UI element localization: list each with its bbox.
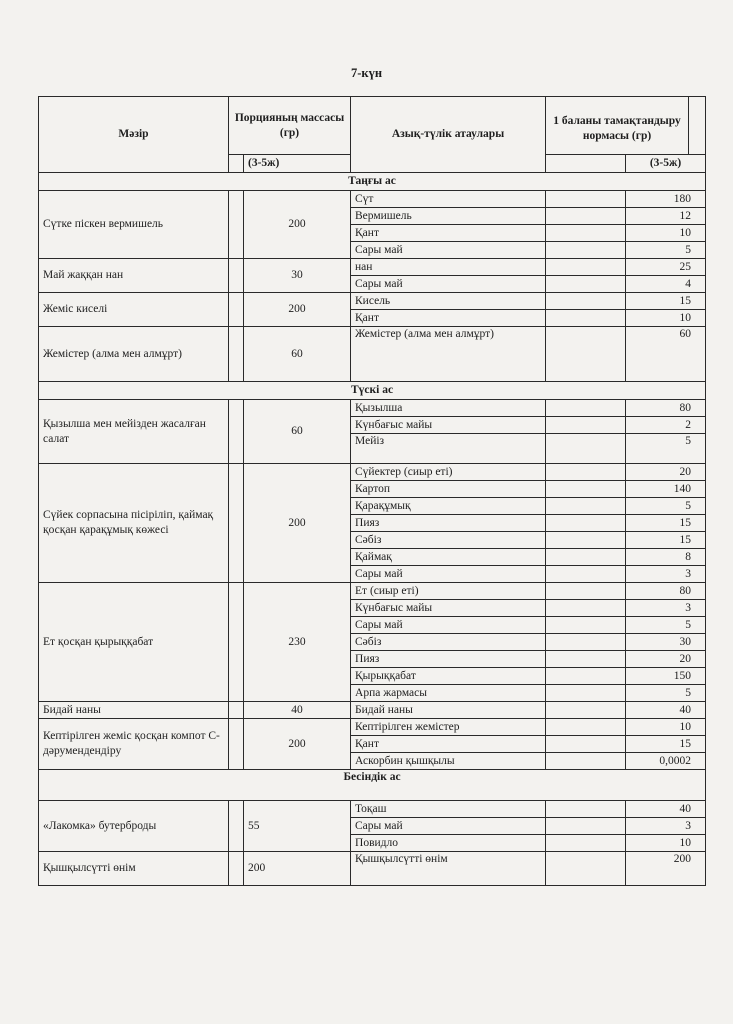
ingredient-name: Картоп — [351, 481, 546, 498]
ingredient-name: Қант — [351, 310, 546, 327]
spacer-cell — [229, 464, 244, 583]
ingredient-name: Сары май — [351, 818, 546, 835]
norm-value: 10 — [626, 835, 706, 852]
dish-name: Жемістер (алма мен алмұрт) — [39, 327, 229, 382]
norm-value: 150 — [626, 668, 706, 685]
ingredient-name: Қант — [351, 736, 546, 753]
empty-cell — [546, 327, 626, 382]
header-portion: Порцияның массасы (гр) — [229, 97, 351, 155]
empty-cell — [546, 634, 626, 651]
empty-cell — [546, 434, 626, 464]
portion-mass: 60 — [244, 327, 351, 382]
ingredient-name: Ет (сиыр еті) — [351, 583, 546, 600]
ingredient-row — [39, 583, 706, 600]
empty-cell — [546, 801, 626, 818]
ingredient-name: Кисель — [351, 293, 546, 310]
norm-value: 25 — [626, 259, 706, 276]
ingredient-name: Қарақұмық — [351, 498, 546, 515]
ingredient-row — [39, 400, 706, 417]
header-menu: Мәзір — [39, 97, 229, 173]
portion-mass: 200 — [244, 852, 351, 886]
empty-cell — [546, 852, 626, 886]
ingredient-name: Қаймақ — [351, 549, 546, 566]
norm-value: 0,0002 — [626, 753, 706, 770]
ingredient-row — [39, 702, 706, 719]
spacer-cell — [229, 702, 244, 719]
norm-value: 5 — [626, 617, 706, 634]
empty-cell — [546, 532, 626, 549]
spacer-cell — [229, 293, 244, 327]
empty-cell — [546, 566, 626, 583]
empty-cell — [546, 276, 626, 293]
empty-cell — [546, 225, 626, 242]
section-header — [39, 770, 706, 801]
empty-cell — [546, 293, 626, 310]
norm-value: 5 — [626, 498, 706, 515]
norm-value: 20 — [626, 464, 706, 481]
empty-cell — [546, 498, 626, 515]
ingredient-name: Тоқаш — [351, 801, 546, 818]
ingredient-name: нан — [351, 259, 546, 276]
dish-name: Жеміс киселі — [39, 293, 229, 327]
empty-cell — [546, 191, 626, 208]
empty-cell — [546, 549, 626, 566]
dish-name: Бидай наны — [39, 702, 229, 719]
norm-value: 60 — [626, 327, 706, 382]
ingredient-name: Сәбіз — [351, 634, 546, 651]
header-food-names: Азық-түлік атаулары — [351, 97, 546, 173]
empty-cell — [546, 242, 626, 259]
empty-cell — [546, 208, 626, 225]
norm-value: 180 — [626, 191, 706, 208]
norm-value: 80 — [626, 400, 706, 417]
ingredient-row — [39, 852, 706, 886]
ingredient-name: Сары май — [351, 276, 546, 293]
header-age-portion: (3-5ж) — [244, 155, 351, 173]
empty-cell — [546, 417, 626, 434]
spacer-cell — [229, 400, 244, 464]
empty-cell — [546, 668, 626, 685]
ingredient-name: Күнбағыс майы — [351, 417, 546, 434]
ingredient-name: Қызылша — [351, 400, 546, 417]
portion-mass: 60 — [244, 400, 351, 464]
norm-value: 5 — [626, 685, 706, 702]
header-spacer-cell — [229, 155, 244, 173]
norm-value: 5 — [626, 242, 706, 259]
norm-value: 8 — [626, 549, 706, 566]
page-title: 7-күн — [350, 66, 383, 80]
portion-mass: 200 — [244, 719, 351, 770]
ingredient-name: Сары май — [351, 566, 546, 583]
ingredient-row — [39, 464, 706, 481]
header-age-norm: (3-5ж) — [626, 155, 706, 173]
ingredient-name: Пияз — [351, 651, 546, 668]
portion-mass: 30 — [244, 259, 351, 293]
empty-cell — [546, 259, 626, 276]
empty-cell — [546, 310, 626, 327]
norm-value: 2 — [626, 417, 706, 434]
dish-name: Ет қосқан қырыққабат — [39, 583, 229, 702]
portion-mass: 40 — [244, 702, 351, 719]
ingredient-name: Бидай наны — [351, 702, 546, 719]
portion-mass: 200 — [244, 464, 351, 583]
dish-name: Қышқылсүтті өнім — [39, 852, 229, 886]
dish-name: Сүйек сорпасына пісіріліп, қаймақ қосқан қарақұмық көжесі — [39, 464, 229, 583]
ingredient-name: Сәбіз — [351, 532, 546, 549]
empty-cell — [546, 515, 626, 532]
section-title: Түскі ас — [39, 382, 706, 400]
ingredient-name: Қышқылсүтті өнім — [351, 852, 546, 886]
ingredient-row — [39, 801, 706, 818]
portion-mass: 200 — [244, 293, 351, 327]
ingredient-name: Сүт — [351, 191, 546, 208]
norm-value: 20 — [626, 651, 706, 668]
ingredient-name: Жемістер (алма мен алмұрт) — [351, 327, 546, 382]
norm-value: 12 — [626, 208, 706, 225]
ingredient-name: Күнбағыс майы — [351, 600, 546, 617]
norm-value: 10 — [626, 719, 706, 736]
ingredient-name: Мейіз — [351, 434, 546, 464]
ingredient-row — [39, 327, 706, 382]
empty-cell — [546, 736, 626, 753]
spacer-cell — [229, 583, 244, 702]
empty-cell — [546, 753, 626, 770]
ingredient-row — [39, 259, 706, 276]
norm-value: 15 — [626, 736, 706, 753]
norm-value: 4 — [626, 276, 706, 293]
ingredient-name: Қант — [351, 225, 546, 242]
dish-name: Сүтке піскен вермишель — [39, 191, 229, 259]
ingredient-name: Аскорбин қышқылы — [351, 753, 546, 770]
ingredient-name: Сары май — [351, 242, 546, 259]
spacer-cell — [229, 191, 244, 259]
section-header — [39, 382, 706, 400]
ingredient-name: Сүйектер (сиыр еті) — [351, 464, 546, 481]
header-spacer — [689, 97, 706, 155]
norm-value: 3 — [626, 600, 706, 617]
dish-name: «Лакомка» бутерброды — [39, 801, 229, 852]
norm-value: 15 — [626, 532, 706, 549]
spacer-cell — [229, 801, 244, 852]
dish-name: Қызылша мен мейізден жасалған салат — [39, 400, 229, 464]
empty-cell — [546, 583, 626, 600]
ingredient-name: Сары май — [351, 617, 546, 634]
norm-value: 200 — [626, 852, 706, 886]
norm-value: 15 — [626, 293, 706, 310]
norm-value: 80 — [626, 583, 706, 600]
empty-cell — [546, 464, 626, 481]
ingredient-row — [39, 719, 706, 736]
ingredient-row — [39, 191, 706, 208]
ingredient-name: Қырыққабат — [351, 668, 546, 685]
spacer-cell — [229, 852, 244, 886]
norm-value: 3 — [626, 818, 706, 835]
norm-value: 140 — [626, 481, 706, 498]
dish-name: Май жаққан нан — [39, 259, 229, 293]
norm-value: 30 — [626, 634, 706, 651]
portion-mass: 200 — [244, 191, 351, 259]
norm-value: 10 — [626, 225, 706, 242]
ingredient-row — [39, 293, 706, 310]
ingredient-name: Повидло — [351, 835, 546, 852]
empty-cell — [546, 702, 626, 719]
ingredient-name: Вермишель — [351, 208, 546, 225]
menu-table — [38, 96, 706, 886]
empty-cell — [546, 835, 626, 852]
dish-name: Кептірілген жеміс қосқан компот С-дәрумендендіру — [39, 719, 229, 770]
portion-mass: 230 — [244, 583, 351, 702]
empty-cell — [546, 685, 626, 702]
empty-cell — [546, 400, 626, 417]
norm-value: 40 — [626, 702, 706, 719]
empty-cell — [546, 719, 626, 736]
header-norm: 1 баланы тамақтандыру нормасы (гр) — [546, 97, 689, 155]
empty-cell — [546, 651, 626, 668]
empty-cell — [546, 600, 626, 617]
norm-value: 40 — [626, 801, 706, 818]
empty-cell — [546, 617, 626, 634]
section-header — [39, 173, 706, 191]
ingredient-name: Пияз — [351, 515, 546, 532]
header-empty-cell — [546, 155, 626, 173]
empty-cell — [546, 481, 626, 498]
norm-value: 5 — [626, 434, 706, 464]
norm-value: 15 — [626, 515, 706, 532]
spacer-cell — [229, 327, 244, 382]
ingredient-name: Арпа жармасы — [351, 685, 546, 702]
portion-mass: 55 — [244, 801, 351, 852]
ingredient-name: Кептірілген жемістер — [351, 719, 546, 736]
empty-cell — [546, 818, 626, 835]
spacer-cell — [229, 259, 244, 293]
norm-value: 3 — [626, 566, 706, 583]
section-title: Бесіндік ас — [39, 770, 706, 801]
norm-value: 10 — [626, 310, 706, 327]
spacer-cell — [229, 719, 244, 770]
section-title: Таңғы ас — [39, 173, 706, 191]
